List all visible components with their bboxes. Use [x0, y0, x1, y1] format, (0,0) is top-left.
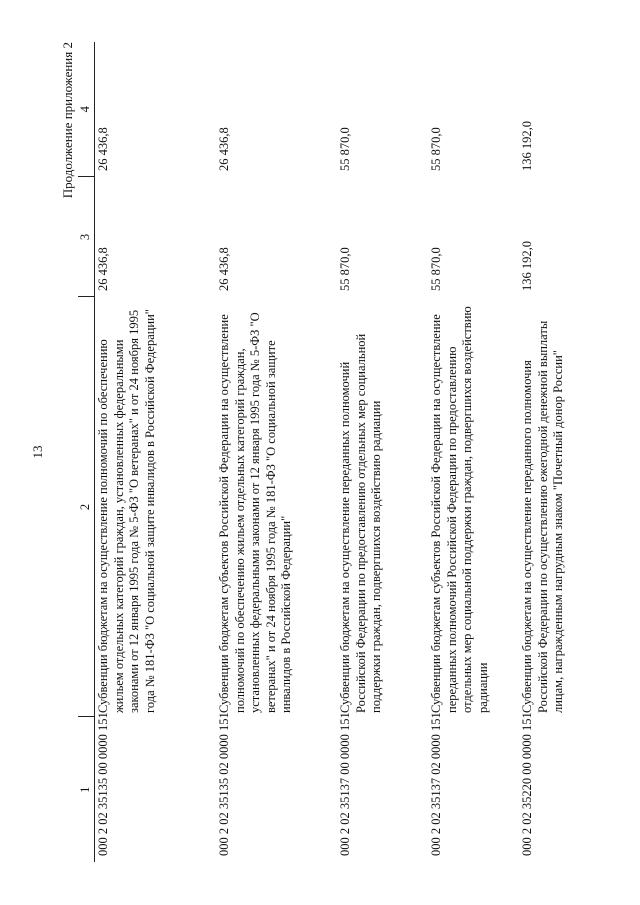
amount-col-4: 26 436,8 — [217, 127, 231, 171]
amount-col-4: 55 870,0 — [338, 127, 352, 171]
header-col-3: 3 — [78, 177, 95, 297]
table-row — [216, 42, 337, 862]
amount-col-3: 55 870,0 — [338, 247, 352, 291]
budget-code: 000 2 02 35135 02 0000 151 — [217, 712, 231, 856]
table-row — [428, 42, 519, 862]
rotated-table-area — [60, 42, 610, 862]
budget-code: 000 2 02 35135 00 0000 151 — [96, 712, 110, 856]
appendix-table — [78, 42, 610, 862]
amount-col-4: 55 870,0 — [429, 127, 443, 171]
table-row — [95, 42, 217, 862]
row-description: Субвенции бюджетам на осуществление полномочий по обеспечению жильем отдельных категорий граждан, установленных федеральными законами от 12 января 1995 года № 5-ФЗ "О ветеранах" и от 24 ноября 1995 года № 181-ФЗ "О социальной защите инвалидов в Российской Федерации" — [96, 309, 157, 713]
header-col-1: 1 — [78, 717, 95, 862]
budget-code: 000 2 02 35220 00 0000 151 — [520, 712, 534, 856]
budget-code: 000 2 02 35137 02 0000 151 — [429, 712, 443, 856]
table-row — [519, 42, 610, 862]
row-description: Субвенции бюджетам на осуществление переданных полномочий Российской Федерации по предоставлению отдельных мер социальной поддержки граждан, подвергшихся воздействию радиации — [338, 333, 383, 713]
amount-col-3: 26 436,8 — [217, 247, 231, 291]
header-col-2: 2 — [78, 297, 95, 717]
row-description: Субвенции бюджетам субъектов Российской Федерации на осуществление полномочий по обеспечению жильем отдельных категорий граждан, установленных федеральными законами от 12 января 1995 года № 5-ФЗ "О ветеранах" и от 24 ноября 1995 года № 181-ФЗ "О социальной защите инвалидов в Российской Федерации" — [217, 312, 293, 713]
budget-code: 000 2 02 35137 00 0000 151 — [338, 712, 352, 856]
amount-col-4: 136 192,0 — [520, 121, 534, 171]
table-header-row — [78, 42, 95, 862]
table-row — [337, 42, 428, 862]
row-description: Субвенции бюджетам субъектов Российской Федерации на осуществление переданных полномочий Российской Федерации по предоставлению отдельных мер социальной поддержки граждан, подвергшихся воздействию радиации — [429, 306, 490, 713]
page-number: 13 — [30, 445, 45, 459]
row-description: Субвенции бюджетам на осуществление переданного полномочия Российской Федерации по осуществлению ежегодной денежной выплаты лицам, награжденным нагрудным знаком "Почетный донор России" — [520, 320, 565, 713]
amount-col-3: 136 192,0 — [520, 241, 534, 291]
amount-col-3: 26 436,8 — [96, 247, 110, 291]
amount-col-4: 26 436,8 — [96, 127, 110, 171]
table-caption: Продолжение приложения 2 — [60, 42, 75, 199]
header-col-4: 4 — [78, 42, 95, 177]
amount-col-3: 55 870,0 — [429, 247, 443, 291]
